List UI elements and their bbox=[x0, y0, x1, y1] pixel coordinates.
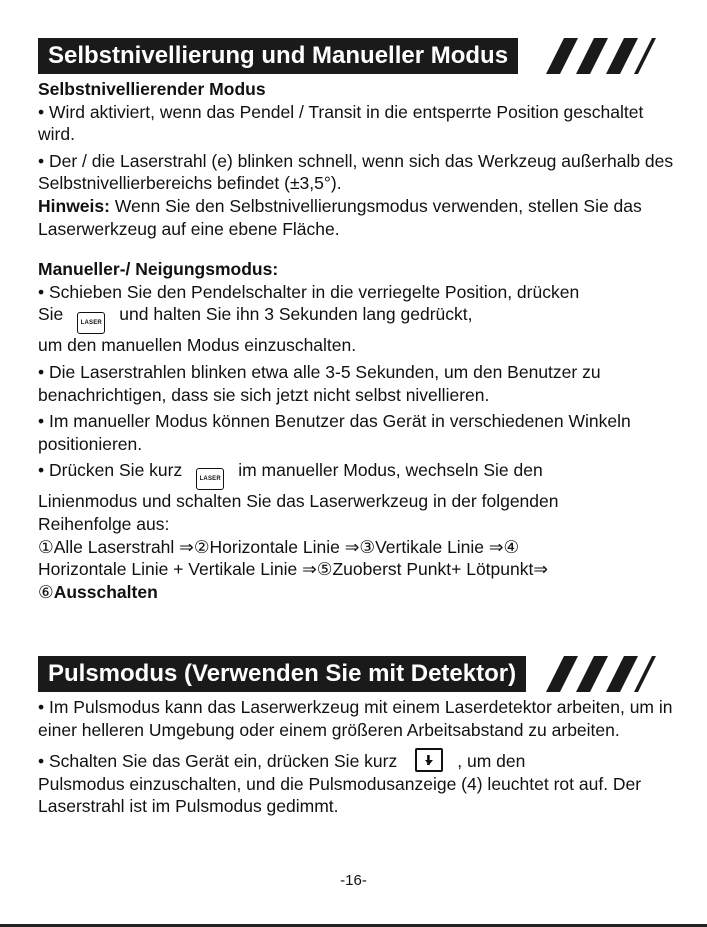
text-span: Pulsmodus einzuschalten, und die Pulsmodusanzeige (4) leuchtet rot auf. Der Laserstrahl ist im Pulsmodus gedimmt. bbox=[38, 773, 642, 817]
text-span: im manueller Modus, wechseln Sie den bbox=[238, 460, 543, 481]
text-span: • Drücken Sie kurz bbox=[38, 460, 183, 481]
text-span: , um den bbox=[457, 751, 526, 772]
laser-button-icon: LASER bbox=[196, 468, 224, 490]
section1-content bbox=[38, 78, 678, 603]
paragraph: • Wird aktiviert, wenn das Pendel / Transit in die entsperrte Position geschaltet wird. bbox=[38, 101, 644, 145]
text-span: • Schalten Sie das Gerät ein, drücken Sie kurz bbox=[38, 751, 398, 772]
text-span: ⑥ bbox=[38, 581, 54, 602]
text-span: Horizontale Linie + Vertikale Linie ⇒⑤Zuoberst Punkt+ Lötpunkt⇒ bbox=[38, 559, 549, 580]
paragraph bbox=[38, 281, 678, 357]
section2-content bbox=[38, 696, 678, 818]
text-span: Sie bbox=[38, 304, 64, 325]
page-number: -16- bbox=[340, 872, 367, 889]
banner-stripes-decoration bbox=[526, 656, 656, 692]
text-span: um den manuellen Modus einzuschalten. bbox=[38, 335, 357, 356]
section-title: Selbstnivellierung und Manueller Modus bbox=[38, 38, 518, 74]
laser-button-icon: LASER bbox=[77, 312, 105, 334]
paragraph: • Der / die Laserstrahl (e) blinken schnell, wenn sich das Werkzeug außerhalb des Selbstnivellierbereichs befindet (±3,5°). bbox=[38, 150, 674, 194]
paragraph: • Im Pulsmodus kann das Laserwerkzeug mit einem Laserdetektor arbeiten, um in einer helleren Umgebung oder einem größeren Arbeitsabstand zu arbeiten. bbox=[38, 697, 673, 740]
paragraph: • Die Laserstrahlen blinken etwa alle 3-5 Sekunden, um den Benutzer zu benachrichtigen, dass sie sich jetzt nicht selbst nivellieren. bbox=[38, 361, 601, 405]
section-title: Pulsmodus (Verwenden Sie mit Detektor) bbox=[38, 656, 526, 692]
paragraph bbox=[38, 195, 678, 240]
text-span: ①Alle Laserstrahl ⇒②Horizontale Linie ⇒③Vertikale Linie ⇒④ bbox=[38, 536, 520, 557]
section-banner-pulse-mode bbox=[38, 656, 650, 692]
paragraph bbox=[38, 748, 678, 818]
note-text: Wenn Sie den Selbstnivellierungsmodus verwenden, stellen Sie das Laserwerkzeug auf eine ebene Fläche. bbox=[38, 195, 642, 239]
paragraph bbox=[38, 459, 678, 603]
paragraph: • Im manueller Modus können Benutzer das Gerät in verschiedenen Winkeln positionieren. bbox=[38, 411, 631, 454]
text-span: Ausschalten bbox=[53, 581, 158, 602]
subheading-manual-mode: Manueller-/ Neigungsmodus: bbox=[38, 259, 279, 280]
pulse-button-icon bbox=[415, 748, 443, 772]
text-span: Linienmodus und schalten Sie das Laserwerkzeug in der folgenden bbox=[38, 491, 559, 512]
section-banner-self-leveling bbox=[38, 38, 650, 74]
note-label: Hinweis: bbox=[38, 195, 110, 216]
text-span: Reihenfolge aus: bbox=[38, 513, 170, 534]
subheading-self-leveling: Selbstnivellierender Modus bbox=[38, 79, 266, 99]
banner-stripes-decoration bbox=[526, 38, 656, 74]
text-span: • Schieben Sie den Pendelschalter in die verriegelte Position, drücken bbox=[38, 281, 580, 302]
text-span: und halten Sie ihn 3 Sekunden lang gedrückt, bbox=[119, 304, 473, 325]
